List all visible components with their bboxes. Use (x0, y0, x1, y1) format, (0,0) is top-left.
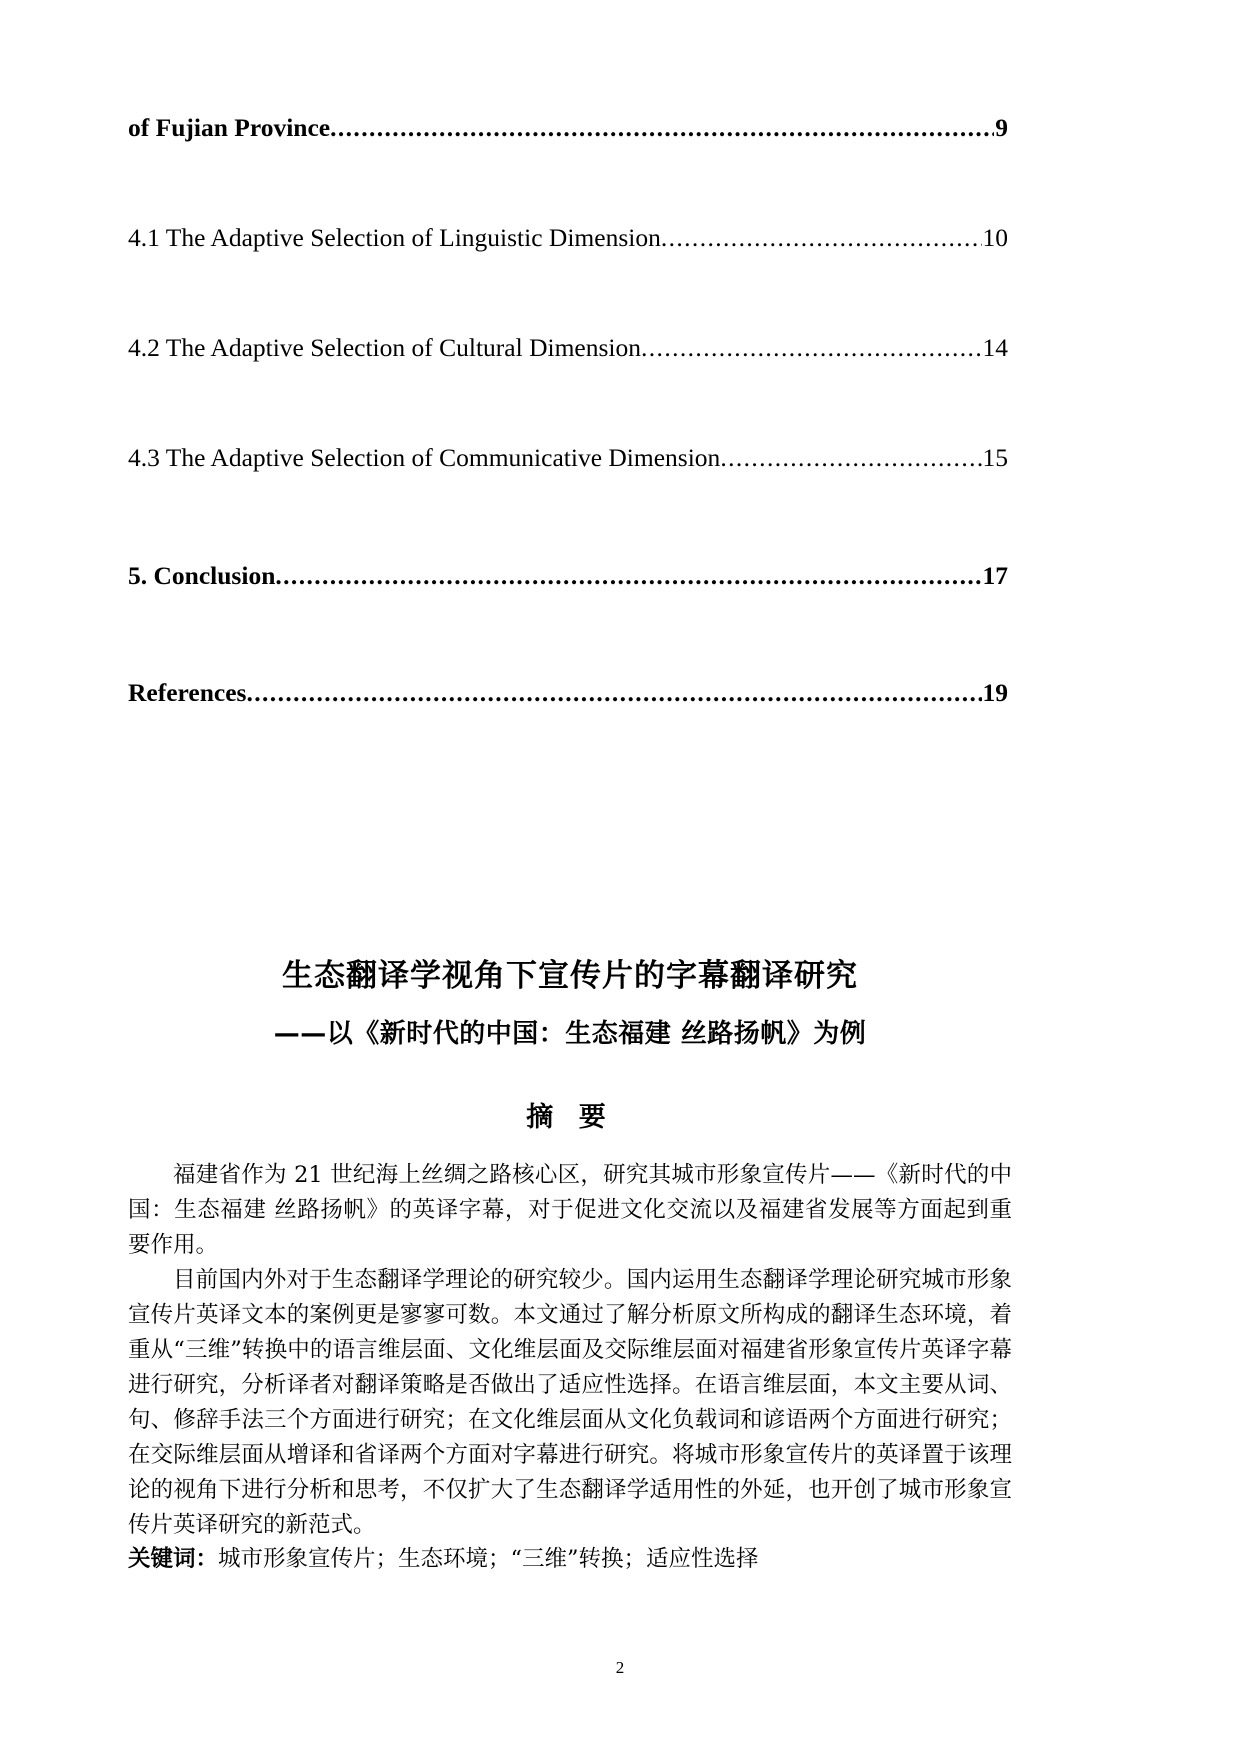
toc-entry[interactable] (128, 112, 1008, 144)
abstract-heading: 摘 要 (526, 1102, 614, 1133)
toc-entry[interactable] (128, 560, 1008, 592)
toc-entry-page: 14 (982, 332, 1008, 362)
toc-entry-page: 10 (982, 222, 1008, 252)
toc-entry-page: 9 (995, 113, 1008, 142)
toc-leader-dots (330, 112, 994, 144)
toc-leader-dots (661, 222, 982, 254)
toc-entry-page: 15 (982, 442, 1008, 472)
toc-entry[interactable] (128, 332, 1008, 364)
toc-leader-dots (720, 442, 981, 474)
page-subtitle: ——以《新时代的中国：生态福建 丝路扬帆》为例 (273, 1019, 867, 1050)
toc-leader-dots (641, 332, 982, 364)
abstract-paragraph: 目前国内外对于生态翻译学理论的研究较少。国内运用生态翻译学理论研究城市形象宣传片英译文本的案例更是寥寥可数。本文通过了解分析原文所构成的翻译生态环境，着重从“三维”转换中的语言维层面、文化维层面及交际维层面对福建省形象宣传片英译字幕进行研究，分析译者对翻译策略是否做出了适应性选择。在语言维层面，本文主要从词、句、修辞手法三个方面进行研究；在文化维层面从文化负载词和谚语两个方面进行研究；在交际维层面从增译和省译两个方面对字幕进行研究。将城市形象宣传片的英译置于该理论的视角下进行分析和思考，不仅扩大了生态翻译学适用性的外延，也开创了城市形象宣传片英译研究的新范式。 (128, 1267, 1012, 1538)
keywords-label: 关键词： (128, 1546, 219, 1572)
toc-entry-label: 4.1 The Adaptive Selection of Linguistic Dimension (128, 222, 661, 252)
abstract-body (128, 1158, 1012, 1543)
toc-entry-label: 4.2 The Adaptive Selection of Cultural Dimension (128, 332, 641, 362)
table-of-contents (128, 112, 1008, 709)
toc-entry[interactable] (128, 442, 1008, 474)
toc-entry-page: 17 (982, 560, 1008, 590)
toc-entry-label: of Fujian Province (128, 113, 331, 142)
toc-leader-dots (275, 560, 981, 592)
toc-entry[interactable] (128, 222, 1008, 254)
toc-leader-dots (246, 677, 981, 709)
chinese-title-block (128, 955, 1012, 1053)
page-title: 生态翻译学视角下宣传片的字幕翻译研究 (282, 958, 858, 994)
toc-entry-page: 19 (982, 678, 1008, 708)
footer-page-number: 2 (615, 1658, 625, 1677)
toc-entry-label: References (128, 678, 247, 708)
toc-entry-label: 5. Conclusion (128, 560, 276, 590)
toc-entry[interactable] (128, 677, 1008, 709)
keywords-value: 城市形象宣传片；生态环境；“三维”转换；适应性选择 (218, 1546, 759, 1572)
abstract-paragraph: 福建省作为 21 世纪海上丝绸之路核心区，研究其城市形象宣传片——《新时代的中国：生态福建 丝路扬帆》的英译字幕，对于促进文化交流以及福建省发展等方面起到重要作用。 (128, 1162, 1012, 1258)
toc-entry-label: 4.3 The Adaptive Selection of Communicative Dimension (128, 442, 721, 472)
keywords-line (128, 1542, 1012, 1576)
